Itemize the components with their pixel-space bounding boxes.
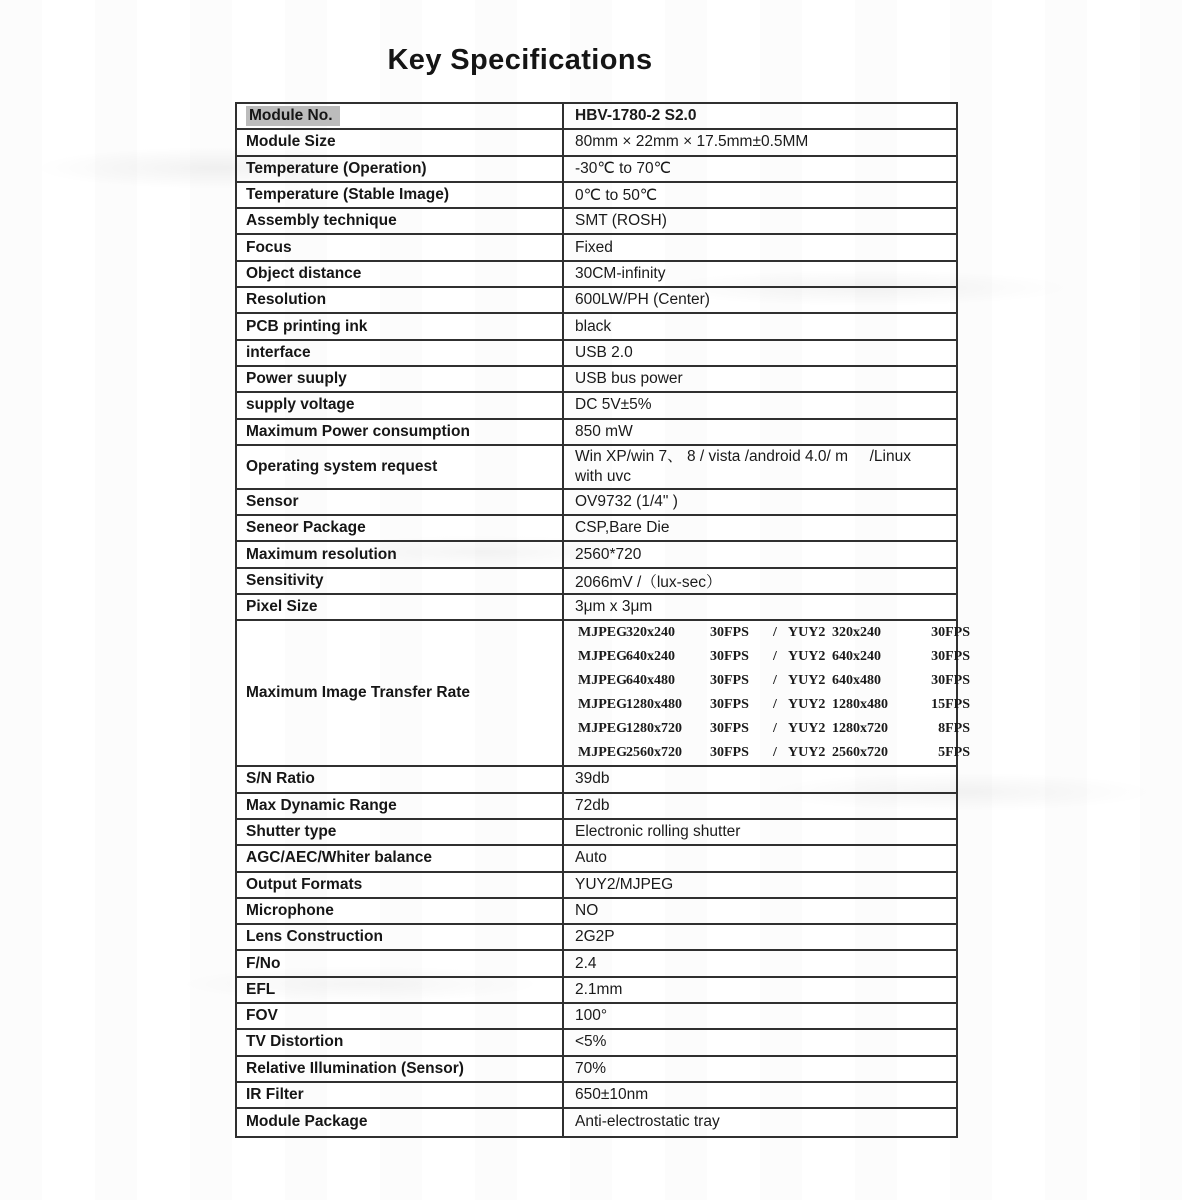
rate-resolution-1: 1280x480 bbox=[626, 697, 682, 713]
table-row bbox=[237, 1083, 956, 1109]
table-row bbox=[237, 367, 956, 393]
spec-label: Max Dynamic Range bbox=[237, 794, 564, 818]
rate-format-2: YUY2 bbox=[788, 673, 826, 689]
table-row bbox=[237, 516, 956, 542]
spec-label: Lens Construction bbox=[237, 925, 564, 949]
spec-value: 600LW/PH (Center) bbox=[575, 291, 710, 309]
rate-resolution-2: 640x240 bbox=[832, 649, 881, 665]
spec-table-rows bbox=[237, 104, 970, 1136]
spec-value: HBV-1780-2 S2.0 bbox=[575, 107, 697, 125]
table-row bbox=[237, 899, 956, 925]
rate-fps-1: 30FPS bbox=[710, 625, 749, 641]
spec-value: NO bbox=[575, 901, 599, 919]
table-row bbox=[237, 1057, 956, 1083]
spec-value: 39db bbox=[575, 770, 610, 788]
spec-value: 2066mV /（lux-sec） bbox=[575, 573, 722, 591]
table-row bbox=[237, 130, 956, 156]
rate-fps-1: 30FPS bbox=[710, 673, 749, 689]
transfer-rate-line bbox=[578, 621, 970, 645]
transfer-rate-line bbox=[578, 693, 970, 717]
rate-resolution-1: 640x480 bbox=[626, 673, 675, 689]
spec-value: 2.1mm bbox=[575, 980, 623, 998]
table-row bbox=[237, 288, 956, 314]
spec-label: Sensor bbox=[237, 490, 564, 514]
spec-value bbox=[564, 446, 956, 488]
table-row bbox=[237, 235, 956, 261]
spec-label: Sensitivity bbox=[237, 569, 564, 593]
rate-format-1: MJPEG bbox=[578, 745, 627, 761]
rate-separator: / bbox=[773, 697, 777, 713]
spec-label: interface bbox=[237, 341, 564, 365]
spec-label: Assembly technique bbox=[237, 209, 564, 233]
rate-fps-2: 30FPS bbox=[931, 649, 970, 665]
table-row bbox=[237, 1004, 956, 1030]
spec-label: Seneor Package bbox=[237, 516, 564, 540]
spec-label: Output Formats bbox=[237, 873, 564, 897]
rate-resolution-2: 1280x720 bbox=[832, 721, 888, 737]
spec-value: 30CM-infinity bbox=[575, 264, 666, 282]
spec-label: TV Distortion bbox=[237, 1030, 564, 1054]
spec-value: -30℃ to 70℃ bbox=[575, 160, 671, 178]
rate-fps-2: 30FPS bbox=[931, 625, 970, 641]
transfer-rate-line bbox=[578, 717, 970, 741]
page-title: Key Specifications bbox=[387, 44, 653, 76]
spec-label: PCB printing ink bbox=[237, 314, 564, 338]
rate-separator: / bbox=[773, 649, 777, 665]
table-row bbox=[237, 873, 956, 899]
spec-value: Auto bbox=[575, 849, 607, 867]
spec-value: Fixed bbox=[575, 238, 613, 256]
spec-value: Anti-electrostatic tray bbox=[575, 1113, 720, 1131]
spec-label: Object distance bbox=[237, 262, 564, 286]
rate-fps-1: 30FPS bbox=[710, 649, 749, 665]
table-row bbox=[237, 978, 956, 1004]
spec-label: Module Package bbox=[237, 1109, 564, 1135]
spec-value: CSP,Bare Die bbox=[575, 519, 670, 537]
rate-fps-1: 30FPS bbox=[710, 745, 749, 761]
table-row bbox=[237, 951, 956, 977]
table-row bbox=[237, 341, 956, 367]
spec-value-line: Win XP/win 7、 8 / vista /android 4.0/ m /Linux bbox=[575, 447, 911, 465]
rate-fps-2: 8FPS bbox=[938, 721, 970, 737]
spec-label: Temperature (Operation) bbox=[237, 157, 564, 181]
spec-label: EFL bbox=[237, 978, 564, 1002]
spec-value: 3μm x 3μm bbox=[575, 598, 653, 616]
table-row bbox=[237, 846, 956, 872]
rate-resolution-2: 2560x720 bbox=[832, 745, 888, 761]
spec-label: FOV bbox=[237, 1004, 564, 1028]
spec-value-line: with uvc bbox=[575, 467, 631, 485]
table-row bbox=[237, 925, 956, 951]
table-row bbox=[237, 595, 956, 621]
table-row bbox=[237, 1109, 956, 1135]
rate-fps-2: 5FPS bbox=[938, 745, 970, 761]
spec-value: 80mm × 22mm × 17.5mm±0.5MM bbox=[575, 133, 809, 151]
rate-fps-1: 30FPS bbox=[710, 721, 749, 737]
spec-value: YUY2/MJPEG bbox=[575, 875, 674, 893]
transfer-rate-line bbox=[578, 669, 970, 693]
spec-value: OV9732 (1/4" ) bbox=[575, 493, 678, 510]
spec-label: Module Size bbox=[237, 130, 564, 154]
rate-format-2: YUY2 bbox=[788, 625, 826, 641]
spec-value: 2.4 bbox=[575, 954, 597, 972]
spec-value: black bbox=[575, 317, 612, 335]
spec-label: Temperature (Stable Image) bbox=[237, 183, 564, 207]
rate-separator: / bbox=[773, 745, 777, 761]
rate-format-1: MJPEG bbox=[578, 625, 627, 641]
rate-separator: / bbox=[773, 625, 777, 641]
spec-label: IR Filter bbox=[237, 1083, 564, 1107]
table-row bbox=[237, 314, 956, 340]
spec-value: SMT (ROSH) bbox=[575, 212, 667, 230]
rate-resolution-1: 640x240 bbox=[626, 649, 675, 665]
spec-value: USB 2.0 bbox=[575, 343, 633, 361]
spec-label: S/N Ratio bbox=[237, 767, 564, 791]
spec-value: 850 mW bbox=[575, 422, 633, 440]
spec-label bbox=[237, 104, 564, 128]
table-row bbox=[237, 794, 956, 820]
spec-label: Focus bbox=[237, 235, 564, 259]
spec-value bbox=[564, 621, 970, 765]
rate-fps-2: 15FPS bbox=[931, 697, 970, 713]
spec-value: 2G2P bbox=[575, 928, 615, 946]
rate-format-2: YUY2 bbox=[788, 649, 826, 665]
table-row bbox=[237, 209, 956, 235]
table-row bbox=[237, 420, 956, 446]
spec-value: 2560*720 bbox=[575, 545, 642, 563]
rate-resolution-1: 2560x720 bbox=[626, 745, 682, 761]
rate-format-2: YUY2 bbox=[788, 745, 826, 761]
table-row bbox=[237, 621, 970, 767]
spec-value: 0℃ to 50℃ bbox=[575, 186, 658, 204]
transfer-rate-line bbox=[578, 645, 970, 669]
spec-value: USB bus power bbox=[575, 370, 683, 388]
spec-label: Shutter type bbox=[237, 820, 564, 844]
table-row bbox=[237, 1030, 956, 1056]
spec-value: DC 5V±5% bbox=[575, 396, 652, 414]
rate-format-1: MJPEG bbox=[578, 649, 627, 665]
spec-label: F/No bbox=[237, 951, 564, 975]
spec-value: <5% bbox=[575, 1033, 607, 1051]
table-row bbox=[237, 393, 956, 419]
table-row bbox=[237, 183, 956, 209]
rate-separator: / bbox=[773, 673, 777, 689]
spec-value: Electronic rolling shutter bbox=[575, 823, 741, 841]
table-row bbox=[237, 767, 956, 793]
rate-format-1: MJPEG bbox=[578, 721, 627, 737]
spec-label: Resolution bbox=[237, 288, 564, 312]
spec-label: AGC/AEC/Whiter balance bbox=[237, 846, 564, 870]
rate-resolution-1: 1280x720 bbox=[626, 721, 682, 737]
spec-label-highlight: Module No. bbox=[246, 106, 340, 126]
table-row bbox=[237, 490, 956, 516]
spec-value: 650±10nm bbox=[575, 1086, 649, 1104]
spec-label: Microphone bbox=[237, 899, 564, 923]
rate-resolution-2: 1280x480 bbox=[832, 697, 888, 713]
rate-format-1: MJPEG bbox=[578, 697, 627, 713]
rate-fps-1: 30FPS bbox=[710, 697, 749, 713]
table-row bbox=[237, 157, 956, 183]
spec-label: Operating system request bbox=[237, 446, 564, 488]
spec-table bbox=[235, 102, 970, 1138]
spec-label: Maximum Image Transfer Rate bbox=[237, 621, 564, 765]
rate-format-2: YUY2 bbox=[788, 697, 826, 713]
spec-label: Power suuply bbox=[237, 367, 564, 391]
table-row bbox=[237, 104, 956, 130]
spec-label: supply voltage bbox=[237, 393, 564, 417]
table-row bbox=[237, 569, 956, 595]
rate-resolution-1: 320x240 bbox=[626, 625, 675, 641]
table-row bbox=[237, 542, 956, 568]
spec-label: Relative Illumination (Sensor) bbox=[237, 1057, 564, 1081]
spec-value: 100° bbox=[575, 1007, 608, 1025]
spec-value: 72db bbox=[575, 796, 610, 814]
table-row bbox=[237, 262, 956, 288]
spec-value: 70% bbox=[575, 1059, 607, 1077]
table-row bbox=[237, 820, 956, 846]
rate-resolution-2: 640x480 bbox=[832, 673, 881, 689]
rate-separator: / bbox=[773, 721, 777, 737]
transfer-rate-line bbox=[578, 741, 970, 765]
rate-format-1: MJPEG bbox=[578, 673, 627, 689]
spec-label: Maximum Power consumption bbox=[237, 420, 564, 444]
rate-format-2: YUY2 bbox=[788, 721, 826, 737]
spec-label: Maximum resolution bbox=[237, 542, 564, 566]
table-row bbox=[237, 446, 956, 490]
rate-resolution-2: 320x240 bbox=[832, 625, 881, 641]
rate-fps-2: 30FPS bbox=[931, 673, 970, 689]
spec-label: Pixel Size bbox=[237, 595, 564, 619]
